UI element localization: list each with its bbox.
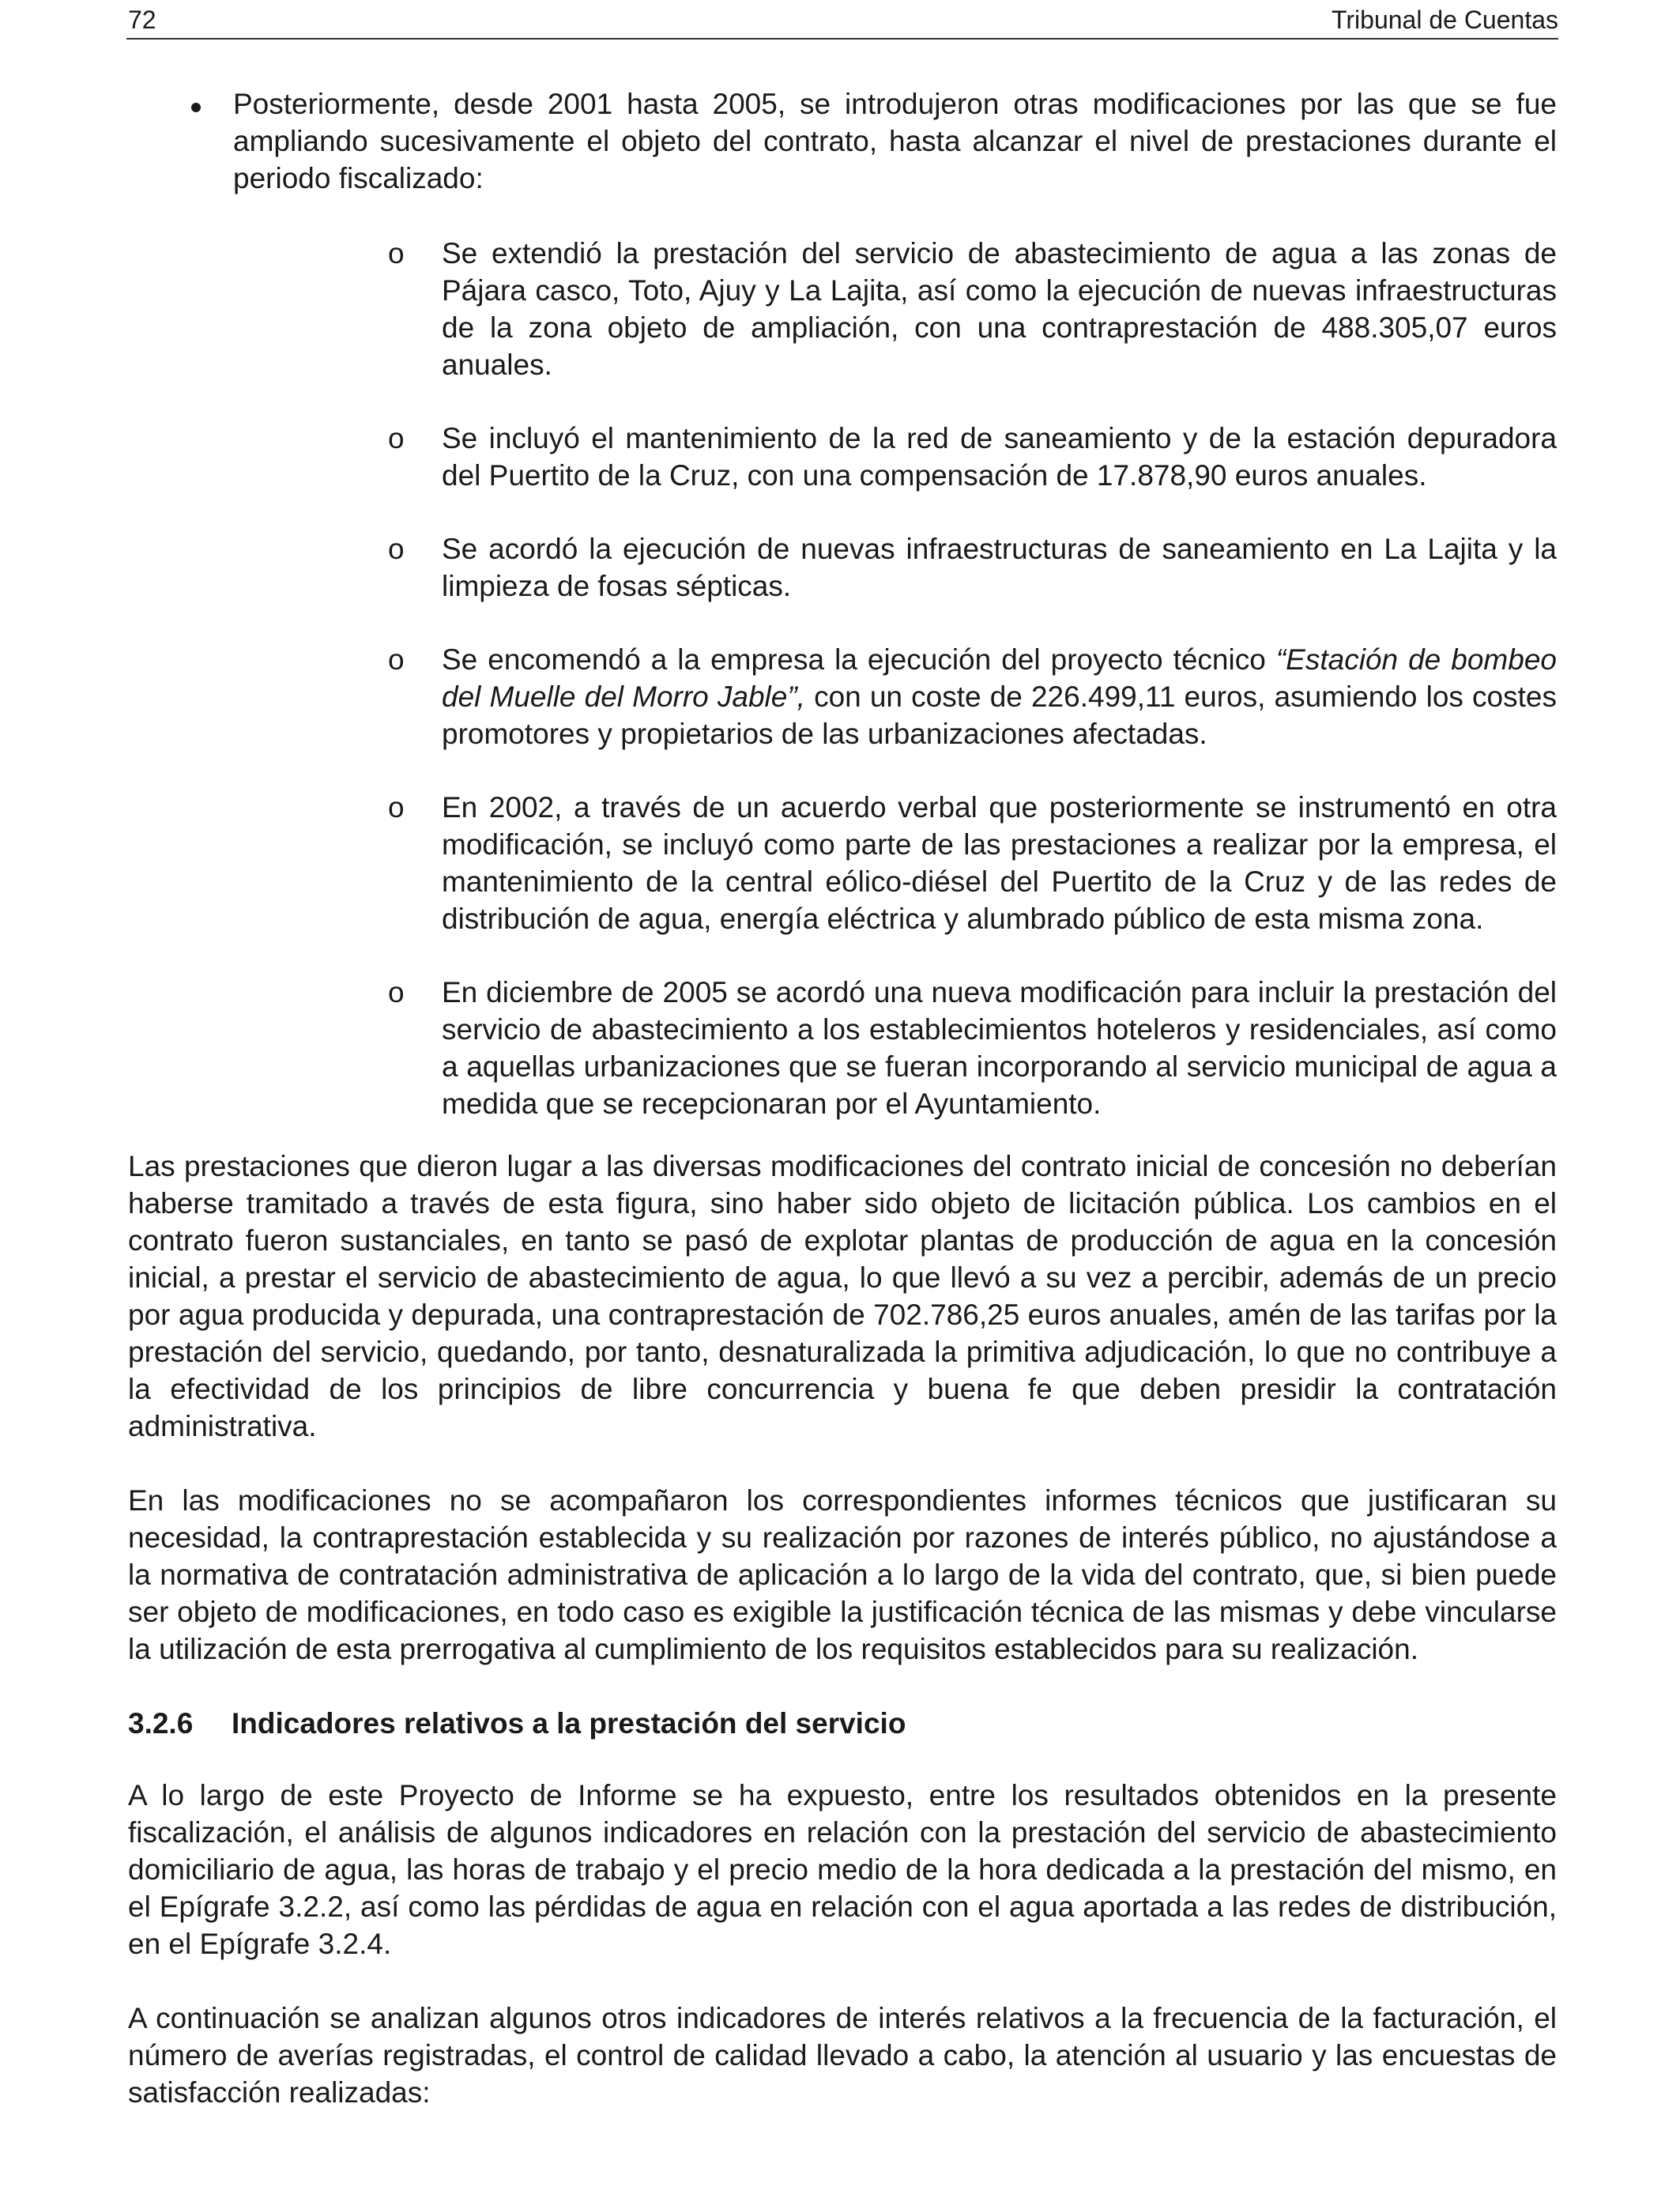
bullet-text: Posteriormente, desde 2001 hasta 2005, se introdujeron otras modificaciones por las que se fue ampliando sucesivamente el objeto del contrato, hasta alcanzar el nivel de prestaciones durante el periodo fiscalizado: (233, 88, 1557, 194)
sub-list-marker: o (388, 976, 405, 1008)
project-title: “Estación de bombeo del Muelle del Morro Jable”, (442, 643, 1557, 713)
sub-list-item (233, 974, 1557, 1122)
sub-list (233, 235, 1557, 1122)
sub-list-item (233, 235, 1557, 383)
body-paragraph: A continuación se analizan algunos otros indicadores de interés relativos a la frecuencia de la facturación, el número de averías registradas, el control de calidad llevado a cabo, la atención al usuario y las encuestas de satisfacción realizadas: (128, 2002, 1557, 2109)
sub-list-text: Se acordó la ejecución de nuevas infraestructuras de saneamiento en La Lajita y la limpieza de fosas sépticas. (442, 533, 1557, 602)
body-paragraph: En las modificaciones no se acompañaron los correspondientes informes técnicos que justificaran su necesidad, la contraprestación establecida y su realización por razones de interés público, no ajustándose a la normativa de contratación administrativa de aplicación a lo largo de la vida del contrato, que, si bien puede ser objeto de modificaciones, en todo caso es exigible la justificación técnica de las mismas y debe vincularse la utilización de esta prerrogativa al cumplimiento de los requisitos establecidos para su realización. (128, 1484, 1557, 1665)
sub-list-text: En 2002, a través de un acuerdo verbal que posteriormente se instrumentó en otra modificación, se incluyó como parte de las prestaciones a realizar por la empresa, el mantenimiento de la central eólico-diésel del Puertito de la Cruz y de las redes de distribución de agua, energía eléctrica y alumbrado público de esta misma zona. (442, 791, 1557, 935)
sub-list-marker: o (388, 422, 405, 454)
sub-list-text: Se extendió la prestación del servicio de abastecimiento de agua a las zonas de Pájara casco, Toto, Ajuy y La Lajita, así como la ejecución de nuevas infraestructuras de la zona objeto de ampliación, con una contraprestación de 488.305,07 euros anuales. (442, 237, 1557, 381)
sub-list-text (442, 641, 1557, 752)
body-paragraph: Las prestaciones que dieron lugar a las diversas modificaciones del contrato inicial de concesión no deberían haberse tramitado a través de esta figura, sino haber sido objeto de licitación pública. Los cambios en el contrato fueron sustanciales, en tanto se pasó de explotar plantas de producción de agua en la concesión inicial, a prestar el servicio de abastecimiento de agua, lo que llevó a su vez a percibir, además de un precio por agua producida y depurada, una contraprestación de 702.786,25 euros anuales, amén de las tarifas por la prestación del servicio, quedando, por tanto, desnaturalizada la primitiva adjudicación, lo que no contribuye a la efectividad de los principios de libre concurrencia y buena fe que deben presidir la contratación administrativa. (128, 1150, 1557, 1442)
running-title: Tribunal de Cuentas (1332, 6, 1558, 34)
bullet-dot-icon (191, 103, 201, 112)
sub-list-marker: o (388, 533, 405, 565)
sub-list-item (233, 789, 1557, 937)
sub-list-item (233, 420, 1557, 494)
page-header (126, 0, 1558, 40)
sub-list-text-part: Se encomendó a la empresa la ejecución del proyecto técnico (442, 643, 1276, 676)
bullet-item (128, 85, 1557, 1122)
section-number: 3.2.6 (128, 1707, 194, 1740)
sub-list-marker: o (388, 791, 405, 824)
body-paragraph: A lo largo de este Proyecto de Informe se ha expuesto, entre los resultados obtenidos en la presente fiscalización, el análisis de algunos indicadores en relación con la prestación del servicio de abastecimiento domiciliario de agua, las horas de trabajo y el precio medio de la hora dedicada a la prestación del mismo, en el Epígrafe 3.2.2, así como las pérdidas de agua en relación con el agua aportada a las redes de distribución, en el Epígrafe 3.2.4. (128, 1779, 1557, 1960)
sub-list-marker: o (388, 643, 405, 676)
sub-list-item (233, 530, 1557, 605)
sub-list-text: En diciembre de 2005 se acordó una nueva modificación para incluir la prestación del servicio de abastecimiento a los establecimientos hoteleros y residenciales, así como a aquellas urbanizaciones que se fueran incorporando al servicio municipal de agua a medida que se recepcionaran por el Ayuntamiento. (442, 976, 1557, 1120)
section-title: Indicadores relativos a la prestación del servicio (232, 1707, 906, 1740)
page-body (128, 85, 1557, 2148)
sub-list-text-part: con un coste de 226.499,11 euros, asumiendo los costes promotores y propietarios de las urbanizaciones afectadas. (442, 680, 1557, 750)
sub-list-text: Se incluyó el mantenimiento de la red de saneamiento y de la estación depuradora del Puertito de la Cruz, con una compensación de 17.878,90 euros anuales. (442, 422, 1557, 492)
sub-list-item (233, 641, 1557, 752)
sub-list-marker: o (388, 237, 405, 270)
page-number: 72 (128, 6, 156, 34)
section-heading (128, 1705, 1557, 1742)
